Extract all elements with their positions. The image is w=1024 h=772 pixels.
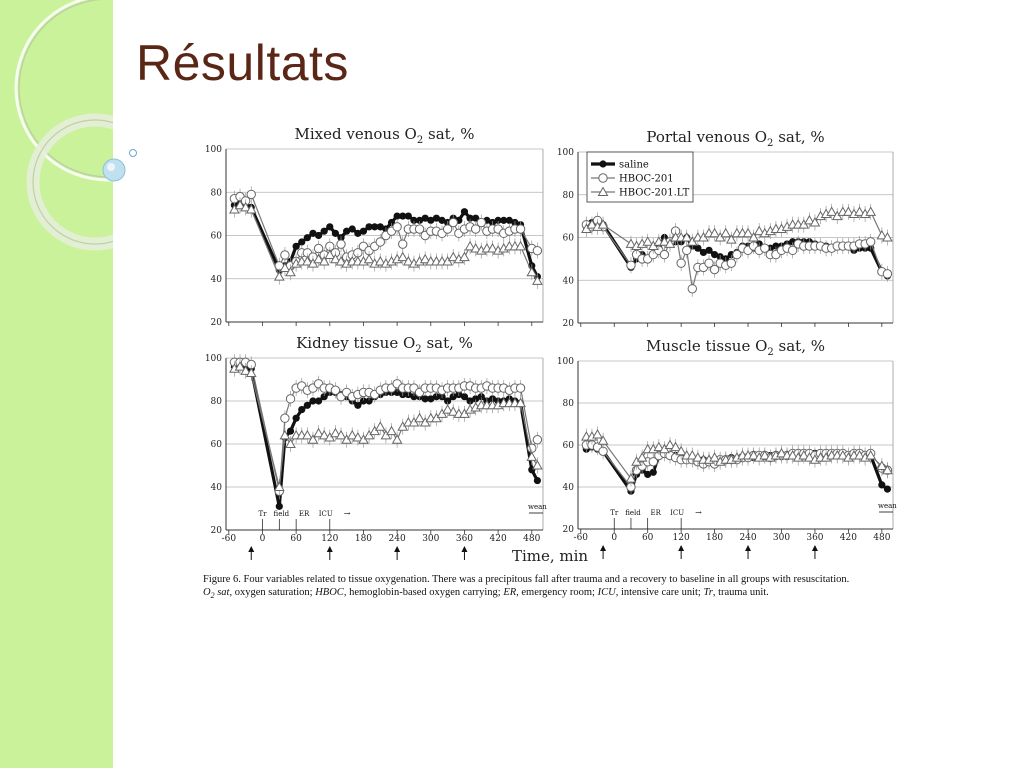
chart-title: Portal venous $O_2$ sat, %: [646, 128, 825, 149]
series-hboc-201: [582, 212, 891, 296]
data-point: [337, 240, 345, 248]
y-tick-label: 60: [562, 233, 574, 244]
data-point: [533, 436, 541, 444]
x-tick-label: 180: [705, 533, 724, 543]
data-point: [376, 422, 385, 430]
chart-title: Kidney tissue $O_2$ sat, %: [296, 334, 473, 355]
event-label-field: field: [273, 510, 290, 518]
y-tick-label: 80: [210, 188, 222, 199]
x-tick-label: 360: [806, 533, 824, 543]
chart-panel-1: [205, 125, 543, 328]
data-point: [883, 270, 891, 278]
series-hboc-201: [582, 437, 891, 495]
data-point: [387, 427, 396, 435]
sample-arrowhead: [812, 545, 818, 551]
slide-decoration: [0, 0, 113, 768]
y-tick-label: 40: [210, 483, 222, 493]
data-point: [398, 253, 407, 261]
x-tick-label: 240: [388, 534, 406, 544]
x-tick-label: 0: [259, 534, 266, 544]
chart-title: Mixed venous $O_2$ sat, %: [294, 125, 475, 146]
y-tick-label: 80: [210, 397, 222, 407]
data-point: [683, 246, 691, 254]
event-label-er: ER: [650, 509, 661, 517]
sample-arrowhead: [461, 546, 467, 552]
x-tick-label: 60: [641, 533, 654, 543]
data-point: [516, 225, 524, 233]
x-tick-label: -60: [573, 533, 589, 543]
y-tick-label: 40: [210, 274, 222, 285]
event-label-tr: Tr: [258, 510, 267, 518]
caption-abbr-icu: ICU: [597, 587, 616, 598]
x-tick-label: 300: [772, 533, 791, 543]
data-point: [449, 218, 457, 226]
data-point: [415, 414, 424, 422]
x-tick-label: 480: [873, 533, 891, 543]
data-point: [460, 253, 469, 261]
data-point: [247, 190, 255, 198]
sample-arrowhead: [600, 545, 606, 551]
data-point: [281, 414, 289, 422]
data-point: [627, 261, 635, 269]
data-point: [516, 384, 524, 392]
caption-def-tr: , trauma unit.: [712, 587, 769, 598]
decorative-bubbles: [0, 0, 160, 220]
x-tick-label: -60: [221, 534, 237, 544]
event-label-wean: wean: [527, 503, 547, 511]
data-point: [393, 435, 402, 443]
sample-arrowhead: [678, 545, 684, 551]
legend-label: HBOC-201: [619, 173, 674, 185]
data-point: [688, 285, 696, 293]
caption-abbr-tr: Tr: [703, 587, 713, 598]
icu-arrow: →: [343, 509, 351, 518]
slide-title: Résultats: [136, 35, 349, 91]
icu-arrow: →: [695, 508, 702, 517]
data-point: [593, 430, 602, 438]
data-point: [477, 218, 485, 226]
x-tick-label: 360: [455, 534, 474, 544]
x-tick-label: 60: [290, 534, 302, 544]
caption-lead: Figure 6. Four variables related to tissue oxygenation. There was a precipitous fall after trauma and a recovery to baseline in all groups with resuscitation.: [203, 574, 850, 585]
event-label-tr: Tr: [610, 509, 619, 517]
data-point: [399, 240, 407, 248]
data-point: [326, 223, 333, 230]
data-point: [461, 208, 468, 215]
decorative-bubble-small: [130, 150, 137, 157]
x-tick-label: 180: [354, 534, 373, 544]
x-tick-label: 480: [523, 534, 541, 544]
y-tick-label: 100: [204, 354, 222, 364]
data-point: [677, 259, 685, 267]
caption-abbr-er: ER: [503, 587, 517, 598]
event-label-wean: wean: [878, 502, 897, 510]
event-label-icu: ICU: [670, 509, 685, 517]
data-point: [866, 238, 874, 246]
sample-arrowhead: [745, 545, 751, 551]
bubble-highlight: [107, 163, 115, 171]
data-point: [827, 207, 836, 215]
data-point: [281, 251, 289, 259]
data-point: [866, 207, 875, 215]
chart-panel-3: [205, 334, 547, 560]
y-tick-label: 60: [210, 440, 222, 450]
legend-marker: [599, 174, 607, 182]
data-point: [534, 477, 541, 484]
chart-legend: [587, 152, 693, 202]
data-point: [643, 237, 652, 245]
x-tick-label: 120: [321, 534, 339, 544]
data-point: [286, 395, 294, 403]
event-label-icu: ICU: [318, 510, 333, 518]
data-point: [533, 461, 542, 469]
data-point: [721, 229, 730, 237]
caption-def-o2sat: , oxygen saturation;: [229, 587, 316, 598]
series-hboc-201-lt: [582, 427, 892, 487]
x-tick-label: 0: [611, 533, 618, 543]
data-point: [276, 503, 283, 510]
x-tick-label: 300: [422, 534, 440, 544]
series-hboc-201-lt: [230, 359, 542, 495]
y-tick-label: 40: [562, 483, 574, 493]
x-tick-label: 420: [839, 533, 857, 543]
x-axis-title: Time, min: [511, 547, 589, 565]
y-tick-label: 100: [556, 148, 574, 158]
event-label-er: ER: [298, 510, 310, 518]
decorative-bubble-large: [103, 159, 125, 181]
sample-arrowhead: [327, 546, 333, 552]
x-tick-label: 420: [489, 534, 507, 544]
data-point: [293, 415, 300, 422]
sample-arrowhead: [248, 546, 254, 552]
data-point: [275, 272, 284, 280]
y-tick-label: 20: [562, 319, 574, 329]
data-point: [533, 246, 541, 254]
y-tick-label: 100: [556, 357, 574, 367]
caption-def-hboc: , hemoglobin-based oxygen carrying;: [343, 587, 504, 598]
y-tick-label: 100: [204, 145, 222, 155]
caption-abbr-hboc: HBOC: [315, 587, 344, 598]
chart-panel-4: [557, 337, 898, 559]
y-tick-label: 20: [210, 318, 222, 328]
y-tick-label: 20: [210, 526, 222, 536]
legend-label: HBOC-201.LT: [619, 187, 690, 199]
y-tick-label: 40: [562, 276, 574, 287]
data-point: [884, 486, 891, 493]
legend-marker: [599, 160, 606, 167]
legend-label: saline: [619, 159, 649, 171]
x-tick-label: 120: [672, 533, 690, 543]
data-point: [660, 250, 668, 258]
y-tick-label: 60: [210, 231, 222, 242]
chart-title: Muscle tissue $O_2$ sat, %: [646, 337, 825, 358]
y-tick-label: 80: [562, 190, 574, 201]
data-point: [365, 255, 374, 263]
caption-def-icu: , intensive care unit;: [615, 587, 704, 598]
x-tick-label: 240: [739, 533, 757, 543]
data-point: [286, 440, 295, 448]
data-point: [727, 259, 735, 267]
caption-def-er: , emergency room;: [516, 587, 598, 598]
data-point: [287, 428, 294, 435]
caption-abbr-o2sat: $O_2$ sat: [203, 587, 230, 601]
event-label-field: field: [625, 509, 641, 517]
y-tick-label: 20: [562, 525, 574, 535]
y-tick-label: 80: [562, 399, 574, 409]
data-point: [638, 453, 647, 461]
data-point: [393, 223, 401, 231]
figure-caption: [203, 573, 903, 602]
y-tick-label: 60: [562, 441, 574, 451]
sample-arrowhead: [394, 546, 400, 552]
oxygenation-figure: [195, 118, 905, 570]
